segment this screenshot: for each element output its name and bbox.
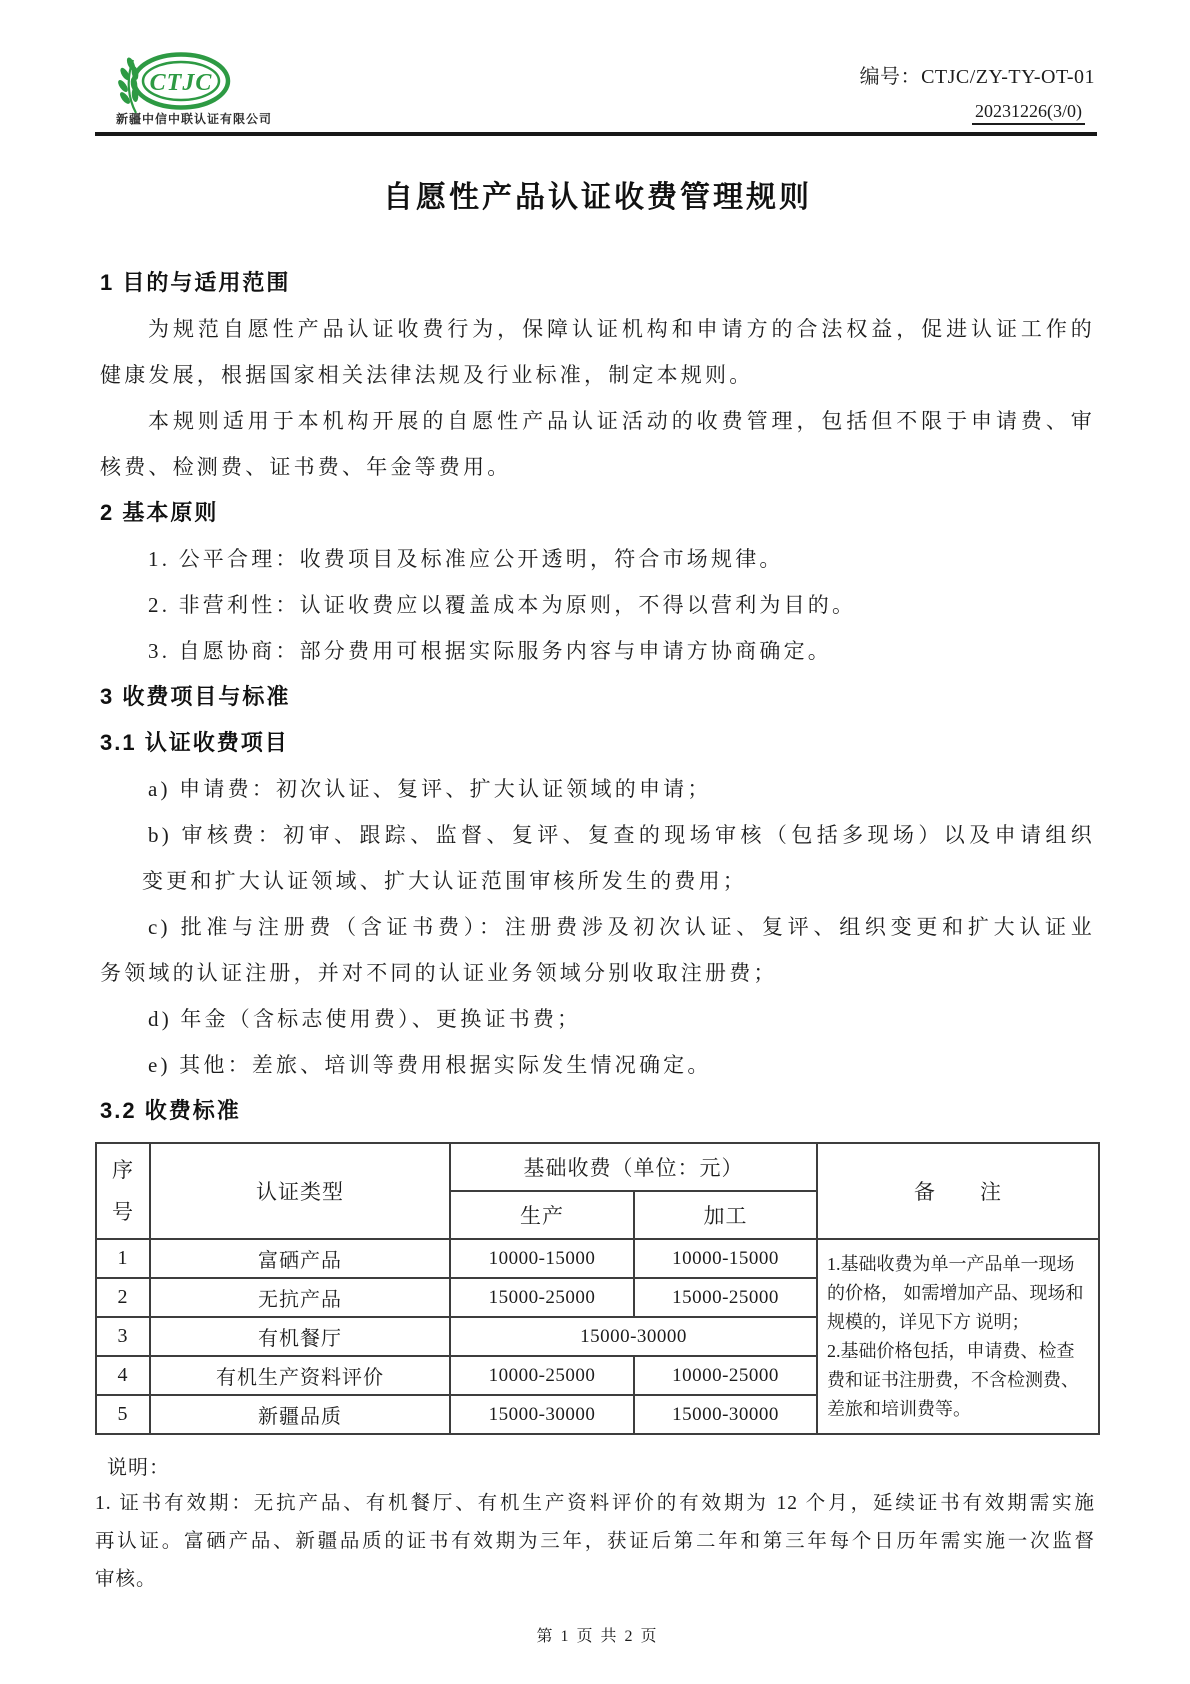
cell-processing: 15000-30000	[634, 1395, 817, 1434]
note-line: 说明：	[107, 1457, 170, 1479]
doc-line: 本规则适用于本机构开展的自愿性产品认证活动的收费管理，包括但不限于申请费、审	[148, 409, 1095, 433]
cell-production: 10000-25000	[450, 1356, 634, 1395]
cell-production: 15000-25000	[450, 1278, 634, 1317]
section-heading: 3.2 收费标准	[100, 1098, 241, 1123]
cell-type: 新疆品质	[150, 1395, 450, 1434]
section-heading: 2 基本原则	[100, 500, 219, 525]
note-line: 1. 证书有效期：无抗产品、有机餐厅、有机生产资料评价的有效期为 12 个月，延续证书有效期需实施	[95, 1493, 1095, 1514]
col-header-remark: 备 注	[817, 1143, 1099, 1239]
cell-type: 有机餐厅	[150, 1317, 450, 1356]
doc-line: c) 批准与注册费（含证书费）：注册费涉及初次认证、复评、组织变更和扩大认证业	[148, 915, 1095, 939]
col-header-type: 认证类型	[150, 1143, 450, 1239]
section-heading: 3 收费项目与标准	[100, 684, 291, 709]
cell-seq: 5	[96, 1395, 150, 1434]
page-header	[100, 0, 1095, 132]
doc-line: a) 申请费：初次认证、复评、扩大认证领域的申请；	[148, 777, 712, 801]
doc-line: 健康发展，根据国家相关法律法规及行业标准，制定本规则。	[100, 363, 754, 387]
doc-line: 核费、检测费、证书费、年金等费用。	[100, 455, 512, 479]
cell-type: 有机生产资料评价	[150, 1356, 450, 1395]
note-line: 审核。	[95, 1569, 157, 1590]
cell-merged-fee: 15000-30000	[450, 1317, 817, 1356]
cell-processing: 10000-15000	[634, 1239, 817, 1278]
remark-item: 1.基础收费为单一产品单一现场的价格， 如需增加产品、现场和规模的，详见下方 说明；	[827, 1253, 1084, 1332]
cell-seq: 3	[96, 1317, 150, 1356]
col-header-production: 生产	[450, 1191, 634, 1239]
doc-number-label: 编号：	[859, 66, 922, 88]
doc-date-line	[860, 101, 1095, 125]
logo-letters: CTJC	[149, 70, 213, 96]
doc-line: e) 其他：差旅、培训等费用根据实际发生情况确定。	[148, 1053, 712, 1077]
cell-processing: 10000-25000	[634, 1356, 817, 1395]
cell-seq: 4	[96, 1356, 150, 1395]
company-name: 新疆中信中联认证有限公司	[116, 112, 273, 126]
remark-item: 2.基础价格包括，申请费、检查费和证书注册费，不含检测费、差旅和培训费等。	[827, 1340, 1079, 1419]
section-heading: 3.1 认证收费项目	[100, 730, 289, 755]
doc-line: 为规范自愿性产品认证收费行为，保障认证机构和申请方的合法权益，促进认证工作的	[148, 317, 1095, 341]
cell-processing: 15000-25000	[634, 1278, 817, 1317]
header-rule	[95, 132, 1097, 136]
doc-number-line	[860, 60, 1095, 89]
cell-type: 无抗产品	[150, 1278, 450, 1317]
company-logo	[110, 50, 232, 116]
fee-table	[95, 1142, 1100, 1435]
doc-line: 1. 公平合理：收费项目及标准应公开透明，符合市场规律。	[148, 547, 784, 571]
table-row	[96, 1239, 1099, 1278]
page-title: 自愿性产品认证收费管理规则	[383, 181, 812, 214]
cell-production: 15000-30000	[450, 1395, 634, 1434]
doc-line: d) 年金（含标志使用费）、更换证书费；	[148, 1007, 582, 1031]
table-header-row-1	[96, 1143, 1099, 1191]
page-number: 第 1 页 共 2 页	[536, 1628, 659, 1645]
cell-production: 10000-15000	[450, 1239, 634, 1278]
cell-type: 富硒产品	[150, 1239, 450, 1278]
doc-number-value: CTJC/ZY-TY-OT-01	[921, 66, 1095, 88]
col-header-basefee: 基础收费（单位：元）	[450, 1143, 817, 1191]
doc-body	[100, 260, 1095, 1134]
section-heading: 1 目的与适用范围	[100, 270, 291, 295]
doc-line: 2. 非营利性：认证收费应以覆盖成本为原则，不得以营利为目的。	[148, 593, 857, 617]
note-line: 再认证。富硒产品、新疆品质的证书有效期为三年，获证后第二年和第三年每个日历年需实施一次监督	[95, 1531, 1095, 1552]
remark-cell	[817, 1239, 1099, 1434]
doc-line: 变更和扩大认证领域、扩大认证范围审核所发生的费用；	[142, 869, 747, 893]
cell-seq: 1	[96, 1239, 150, 1278]
doc-date-value: 20231226(3/0)	[972, 101, 1085, 125]
doc-line: 3. 自愿协商：部分费用可根据实际服务内容与申请方协商确定。	[148, 639, 832, 663]
col-header-processing: 加工	[634, 1191, 817, 1239]
doc-line: b) 审核费：初审、跟踪、监督、复评、复查的现场审核（包括多现场）以及申请组织	[148, 823, 1095, 847]
doc-ids	[860, 60, 1095, 125]
doc-notes	[95, 1451, 1095, 1599]
cell-seq: 2	[96, 1278, 150, 1317]
col-header-seq: 序号	[96, 1143, 150, 1239]
doc-line: 务领域的认证注册，并对不同的认证业务领域分别收取注册费；	[100, 961, 778, 985]
